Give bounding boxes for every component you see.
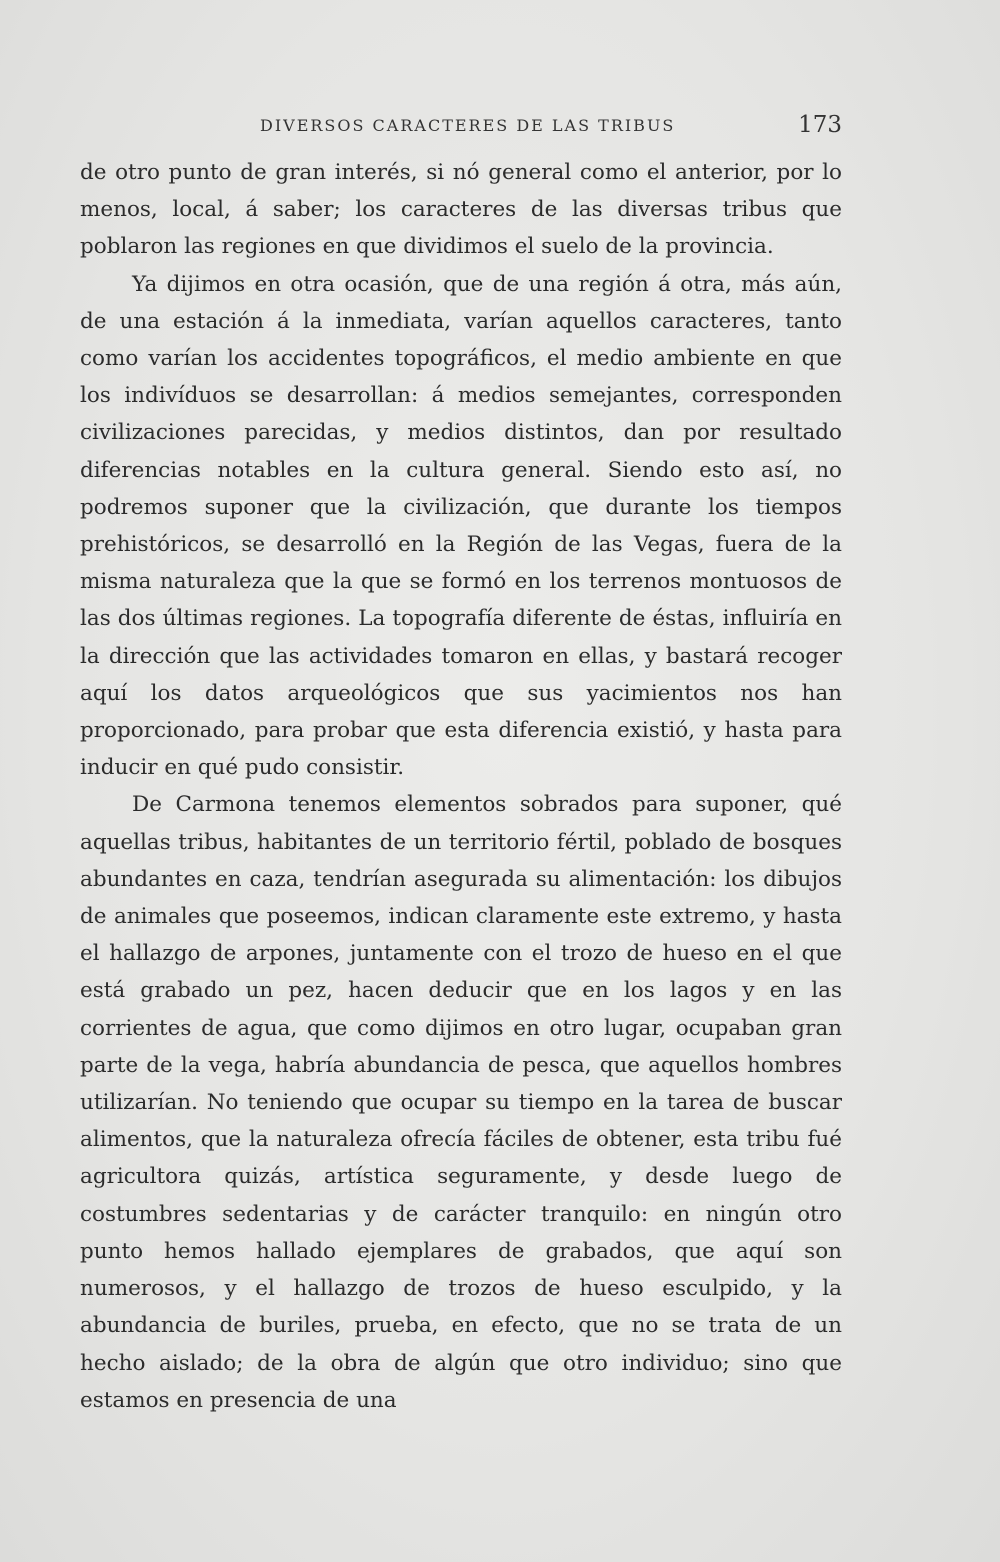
running-title: DIVERSOS CARACTERES DE LAS TRIBUS: [260, 116, 676, 135]
page-number: 173: [798, 112, 842, 138]
paragraph: Ya dijimos en otra ocasión, que de una región á otra, más aún, de una estación á la inmediata, varían aquellos caracteres, tanto como varían los accidentes topográficos, el medio ambiente en que los indivíduos se desarrollan: á medios semejantes, corresponden civilizaciones parecidas, y medios distintos, dan por resultado diferencias notables en la cultura general. Siendo esto así, no podremos suponer que la civilización, que durante los tiempos prehistóricos, se desarrolló en la Región de las Vegas, fuera de la misma naturaleza que la que se formó en los terrenos montuosos de las dos últimas regiones. La topografía diferente de éstas, influiría en la dirección que las actividades tomaron en ellas, y bastará recoger aquí los datos arqueológicos que sus yacimientos nos han proporcionado, para probar que esta diferencia existió, y hasta para inducir en qué pudo consistir.: [80, 271, 842, 781]
running-head: [80, 112, 848, 146]
paragraph-continued: de otro punto de gran interés, si nó general como el anterior, por lo menos, local, á saber; los caracteres de las diversas tribus que poblaron las regiones en que dividimos el suelo de la provincia.: [80, 160, 842, 260]
body-text: [80, 154, 842, 1414]
paragraph: De Carmona tenemos elementos sobrados para suponer, qué aquellas tribus, habitantes de un territorio fértil, poblado de bosques abundantes en caza, tendrían asegurada su alimentación: los dibujos de animales que poseemos, indican claramente este extremo, y hasta el hallazgo de arpones, juntamente con el trozo de hueso en el que está grabado un pez, hacen deducir que en los lagos y en las corrientes de agua, que como dijimos en otro lugar, ocupaban gran parte de la vega, habría abundancia de pesca, que aquellos hombres utilizarían. No teniendo que ocupar su tiempo en la tarea de buscar alimentos, que la naturaleza ofrecía fáciles de obtener, esta tribu fué agricultora quizás, artística seguramente, y desde luego de costumbres sedentarias y de carácter tranquilo: en ningún otro punto hemos hallado ejemplares de grabados, que aquí son numerosos, y el hallazgo de trozos de hueso esculpido, y la abundancia de buriles, prueba, en efecto, que no se trata de un hecho aislado; de la obra de algún que otro individuo; sino que estamos en presencia de una: [80, 792, 842, 1413]
